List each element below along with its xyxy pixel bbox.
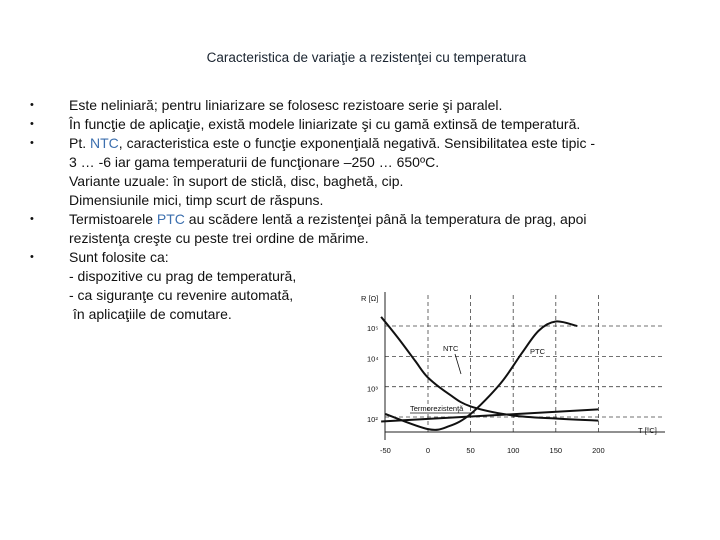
usage-line-3: în aplicaţiile de comutare. <box>73 306 232 322</box>
text-prefix: Termistoarele <box>69 211 157 227</box>
y-tick-label: 10² <box>367 415 378 424</box>
series-ptc-curve <box>385 321 577 429</box>
bullet-marker: • <box>30 251 34 263</box>
bullet-text: Sunt folosite ca: <box>69 249 169 265</box>
x-tick-label: -50 <box>379 446 391 455</box>
x-tick-label: 50 <box>466 446 475 455</box>
bullet-4-line-2: rezistenţa creşte cu peste trei ordine de mărime. <box>69 230 369 246</box>
bullet-marker: • <box>30 137 34 149</box>
bullet-list <box>30 96 690 324</box>
x-tick-label: 0 <box>425 446 431 455</box>
text-rest: , caracteristica este o funcţie exponenţială negativă. Sensibilitatea este tipic - <box>118 135 596 151</box>
bullet-3-line-2: 3 … -6 iar gama temperaturii de funcţionare –250 … 650ºC. <box>69 154 440 170</box>
y-tick-label: 10³ <box>367 384 378 394</box>
bullet-item-5 <box>30 248 690 267</box>
chart-series <box>381 317 598 430</box>
bullet-marker: • <box>30 213 34 225</box>
bullet-3-line-4: Dimensiunile mici, timp scurt de răspuns. <box>69 192 324 208</box>
x-tick-label: 150 <box>549 446 563 455</box>
bullet-item-4 <box>30 210 690 229</box>
bullet-marker: • <box>30 118 34 130</box>
bullet-item-1 <box>30 96 690 115</box>
bullet-3-line-3: Variante uzuale: în suport de sticlă, disc, baghetă, cip. <box>69 173 404 189</box>
y-tick-label: 10⁵ <box>367 324 379 334</box>
bullet-marker: • <box>30 99 34 111</box>
text-prefix: Pt. <box>69 135 91 151</box>
slide-title: Caracteristica de variaţie a rezistenţei cu temperatura <box>206 50 527 65</box>
usage-line-2: - ca siguranţe cu revenire automată, <box>69 287 294 303</box>
ptc-highlight: PTC <box>156 211 185 227</box>
x-tick-label: 200 <box>592 446 605 455</box>
ptc-annotation: PTC <box>530 347 545 356</box>
ntc-highlight: NTC <box>90 135 119 151</box>
ntc-annotation: NTC <box>443 344 459 353</box>
bullet-item-3 <box>30 134 690 153</box>
series-termorezisten-curve <box>381 409 598 421</box>
bullet-text <box>69 210 690 229</box>
bullet-text: În funcţie de aplicaţie, există modele liniarizate şi cu gamă extinsă de temperatură. <box>69 116 581 132</box>
y-axis-label: R [Ω] <box>361 294 379 303</box>
bullet-item-2 <box>30 115 690 134</box>
x-axis-label: T [ºC] <box>638 426 657 435</box>
ntc-leader-line <box>455 354 461 374</box>
rtd-annotation: Termorezistenţă <box>410 404 464 413</box>
series-ntc-curve <box>381 317 598 421</box>
y-tick-label: 10⁴ <box>367 354 379 364</box>
x-tick-label: 100 <box>506 446 520 455</box>
usage-line-1: - dispozitive cu prag de temperatură, <box>69 268 297 284</box>
bullet-text <box>69 134 690 153</box>
text-rest: au scădere lentă a rezistenţei până la temperatura de prag, apoi <box>184 211 587 227</box>
bullet-text: Este neliniară; pentru liniarizare se folosesc rezistoare serie şi paralel. <box>69 97 503 113</box>
